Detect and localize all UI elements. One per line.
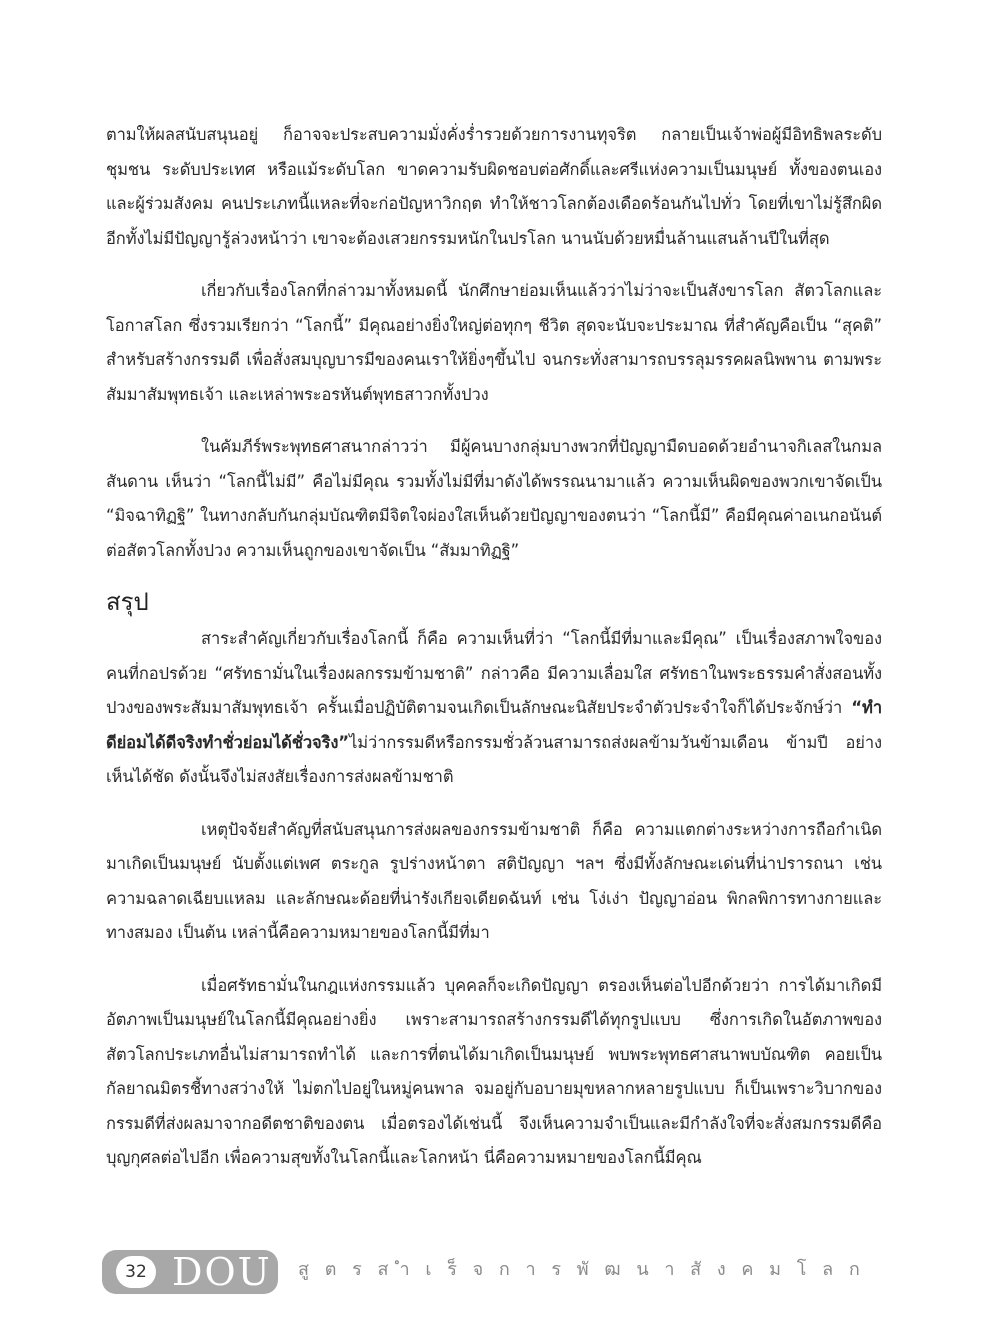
paragraph-5: เหตุปัจจัยสำคัญที่สนับสนุนการส่งผลของกรรมข้ามชาติ ก็คือ ความแตกต่างระหว่างการถือกำเนิดมาเกิดเป็นมนุษย์ นับตั้งแต่เพศ ตระกูล รูปร่างหน้าตา สติปัญญา ฯลฯ ซึ่งมีทั้งลักษณะเด่นที่น่าปรารถนา เช่น ความฉลาดเฉียบแหลม และลักษณะด้อยที่น่ารังเกียจเดียดฉันท์ เช่น โง่เง่า ปัญญาอ่อน พิกลพิการทางกายและทางสมอง เป็นต้น เหล่านี้คือความหมายของโลกนี้มีที่มา: [106, 819, 882, 942]
paragraph-2: เกี่ยวกับเรื่องโลกที่กล่าวมาทั้งหมดนี้ นักศึกษาย่อมเห็นแล้วว่าไม่ว่าจะเป็นสังขารโลก สัตวโลกและโอกาสโลก ซึ่งรวมเรียกว่า “โลกนี้” มีคุณอย่างยิ่งใหญ่ต่อทุกๆ ชีวิต สุดจะนับจะประมาณ ที่สำคัญคือเป็น “สุคติ” สำหรับสร้างกรรมดี เพื่อสั่งสมบุญบารมีของคนเราให้ยิ่งๆขึ้นไป จนกระทั่งสามารถบรรลุมรรคผลนิพพาน ตามพระสัมมาสัมพุทธเจ้า และเหล่าพระอรหันต์พุทธสาวกทั้งปวง: [106, 281, 882, 404]
paragraph-6: เมื่อศรัทธามั่นในกฎแห่งกรรมแล้ว บุคคลก็จะเกิดปัญญา ตรองเห็นต่อไปอีกด้วยว่า การได้มาเกิดมีอัตภาพเป็นมนุษย์ในโลกนี้มีคุณอย่างยิ่ง เพราะสามารถสร้างกรรมดีได้ทุกรูปแบบ ซึ่งการเกิดในอัตภาพของสัตวโลกประเภทอื่นไม่สามารถทำได้ และการที่ตนได้มาเกิดเป็นมนุษย์ พบพระพุทธศาสนาพบบัณฑิต คอยเป็นกัลยาณมิตรชี้ทางสว่างให้ ไม่ตกไปอยู่ในหมู่คนพาล จมอยู่กับอบายมุขหลากหลายรูปแบบ ก็เป็นเพราะวิบากของกรรมดีที่ส่งผลมาจากอดีตชาติของตน เมื่อตรองได้เช่นนี้ จึงเห็นความจำเป็นและมีกำลังใจที่จะสั่งสมกรรมดีคือ บุญกุศลต่อไปอีก เพื่อความสุขทั้งในโลกนี้และโลกหน้า นี่คือความหมายของโลกนี้มีคุณ: [106, 975, 882, 1167]
footer-badge: [102, 1250, 278, 1294]
series-title: สู ต ร ส ำ เ ร็ จ ก า ร พั ฒ น า สั ง ค ม โ ล ก: [298, 1259, 865, 1280]
page-footer: [102, 1246, 902, 1298]
page-number: 32: [116, 1256, 156, 1288]
paragraph-4: [106, 622, 882, 795]
paragraph-4-text-after: ไม่ว่ากรรมดีหรือกรรมชั่วล้วนสามารถส่งผลข้ามวันข้ามเดือน ข้ามปี อย่างเห็นได้ชัด ดังนั้นจึงไม่สงสัยเรื่องการส่งผลข้ามชาติ: [106, 732, 882, 786]
paragraph-4-bold-quote: “ทำดีย่อมได้ดีจริงทำชั่วย่อมได้ชั่วจริง”: [106, 698, 882, 752]
paragraph-1: ตามให้ผลสนับสนุนอยู่ ก็อาจจะประสบความมั่งคั่งร่ำรวยด้วยการงานทุจริต กลายเป็นเจ้าพ่อผู้มีอิทธิพลระดับชุมชน ระดับประเทศ หรือแม้ระดับโลก ขาดความรับผิดชอบต่อศักดิ์และศรีแห่งความเป็นมนุษย์ ทั้งของตนเองและผู้ร่วมสังคม คนประเภทนี้แหละที่จะก่อปัญหาวิกฤต ทำให้ชาวโลกต้องเดือดร้อนกันไปทั่ว โดยที่เขาไม่รู้สึกผิด อีกทั้งไม่มีปัญญารู้ล่วงหน้าว่า เขาจะต้องเสวยกรรมหนักในปรโลก นานนับด้วยหมื่นล้านแสนล้านปีในที่สุด: [106, 125, 882, 248]
paragraph-3: ในคัมภีร์พระพุทธศาสนากล่าวว่า มีผู้คนบางกลุ่มบางพวกที่ปัญญามืดบอดด้วยอำนาจกิเลสในกมลสันดาน เห็นว่า “โลกนี้ไม่มี” คือไม่มีคุณ รวมทั้งไม่มีที่มาดังได้พรรณนามาแล้ว ความเห็นผิดของพวกเขาจัดเป็น “มิจฉาทิฏฐิ” ในทางกลับกันกลุ่มบัณฑิตมีจิตใจผ่องใสเห็นด้วยปัญญาของตนว่า “โลกนี้มี” คือมีคุณค่าอเนกอนันต์ต่อสัตวโลกทั้งปวง ความเห็นถูกของเขาจัดเป็น “สัมมาทิฏฐิ”: [106, 437, 882, 560]
paragraph-4-text-before: สาระสำคัญเกี่ยวกับเรื่องโลกนี้ ก็คือ ความเห็นที่ว่า “โลกนี้มีที่มาและมีคุณ” เป็นเรื่องสภาพใจของคนที่กอปรด้วย “ศรัทธามั่นในเรื่องผลกรรมข้ามชาติ” กล่าวคือ มีความเลื่อมใส ศรัทธาในพระธรรมคำสั่งสอนทั้งปวงของพระสัมมาสัมพุทธเจ้า ครั้นเมื่อปฏิบัติตามจนเกิดเป็นลักษณะนิสัยประจำตัวประจำใจก็ได้ประจักษ์ว่า: [106, 629, 882, 717]
section-heading: สรุป: [106, 588, 149, 616]
brand-logo: DOU: [172, 1250, 272, 1294]
main-content: [106, 118, 882, 1194]
